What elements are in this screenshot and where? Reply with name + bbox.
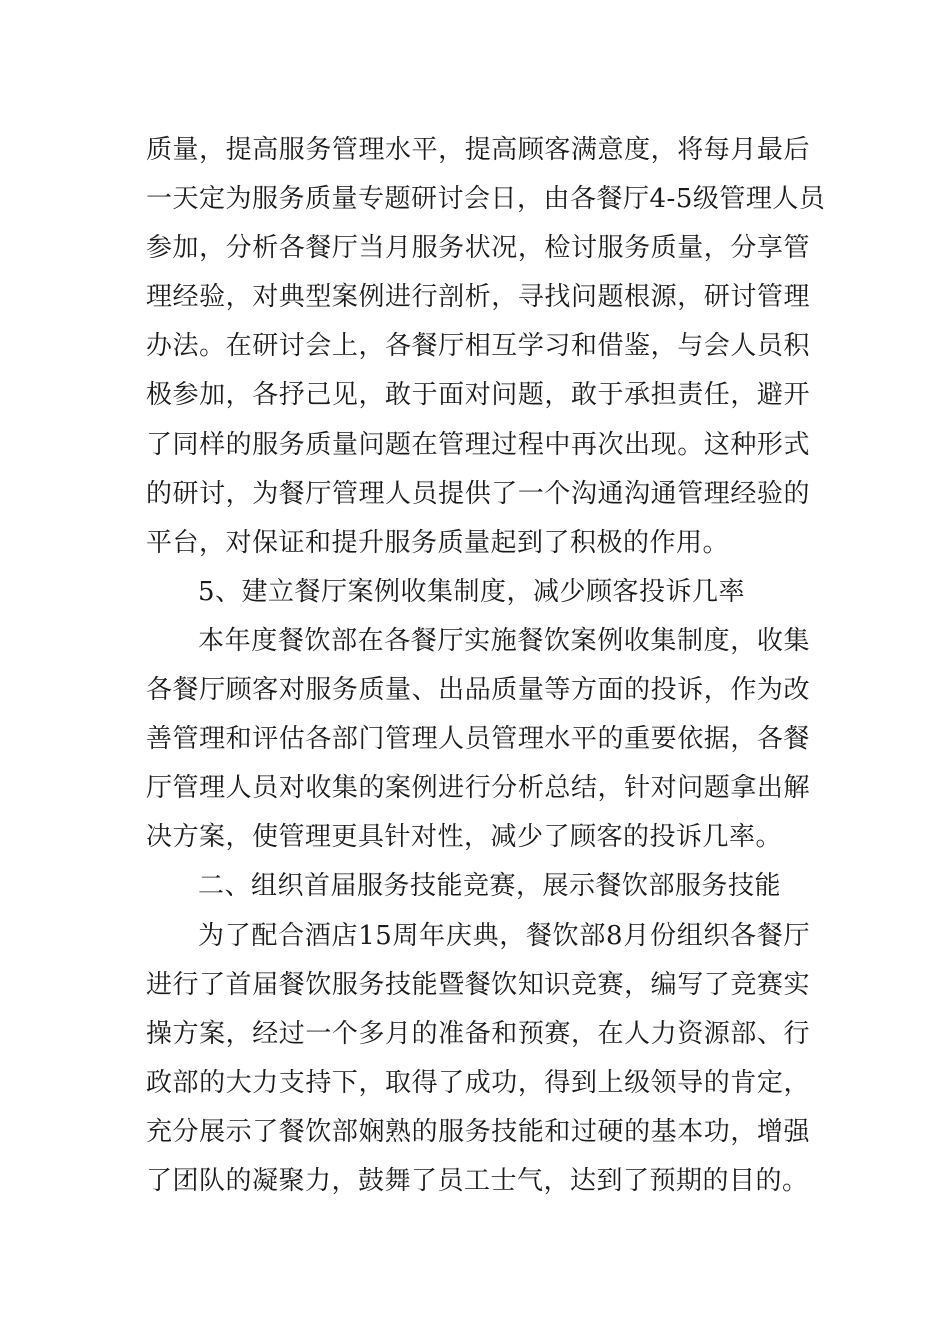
section-heading-2 bbox=[146, 862, 810, 911]
text-line: 平台，对保证和提升服务质量起到了积极的作用。 bbox=[146, 527, 730, 558]
text-line: 操方案，经过一个多月的准备和预赛，在人力资源部、行 bbox=[146, 1018, 810, 1049]
text-line: 各餐厅顾客对服务质量、出品质量等方面的投诉，作为改 bbox=[146, 675, 810, 706]
heading-text: 5、建立餐厅案例收集制度，减少顾客投诉几率 bbox=[198, 576, 746, 607]
text-line: 进行了首届餐饮服务技能暨餐饮知识竞赛，编写了竞赛实 bbox=[146, 969, 810, 1000]
text-line: 政部的大力支持下，取得了成功，得到上级领导的肯定， bbox=[146, 1067, 810, 1098]
text-line: 了团队的凝聚力，鼓舞了员工士气，达到了预期的目的。 bbox=[146, 1165, 809, 1196]
section-heading-5 bbox=[146, 568, 810, 617]
text-line: 质量，提高服务管理水平，提高顾客满意度，将每月最后 bbox=[146, 135, 810, 165]
paragraph-service-seminar bbox=[146, 126, 826, 568]
text-line: 本年度餐饮部在各餐厅实施餐饮案例收集制度，收集 bbox=[198, 625, 810, 656]
text-line: 决方案，使管理更具针对性，减少了顾客的投诉几率。 bbox=[146, 822, 783, 853]
paragraph-skills-competition bbox=[146, 912, 810, 1207]
text-line: 了同样的服务质量问题在管理过程中再次出现。这种形式 bbox=[146, 429, 810, 460]
text-line: 办法。在研讨会上，各餐厅相互学习和借鉴，与会人员积 bbox=[146, 331, 810, 362]
text-line: 为了配合酒店15周年庆典，餐饮部8月份组织各餐厅 bbox=[198, 920, 810, 951]
text-line: 厅管理人员对收集的案例进行分析总结，针对问题拿出解 bbox=[146, 773, 810, 804]
document-body bbox=[146, 126, 826, 1206]
text-line: 善管理和评估各部门管理人员管理水平的重要依据，各餐 bbox=[146, 724, 810, 755]
text-line: 参加，分析各餐厅当月服务状况，检讨服务质量，分享管 bbox=[146, 233, 810, 264]
text-line: 极参加，各抒己见，敢于面对问题，敢于承担责任，避开 bbox=[146, 380, 810, 411]
text-line: 一天定为服务质量专题研讨会日，由各餐厅4-5级管理人员 bbox=[146, 184, 826, 215]
text-line: 充分展示了餐饮部娴熟的服务技能和过硬的基本功，增强 bbox=[146, 1116, 810, 1147]
paragraph-case-collection bbox=[146, 617, 810, 862]
text-line: 理经验，对典型案例进行剖析，寻找问题根源，研讨管理 bbox=[146, 282, 810, 313]
text-line: 的研讨，为餐厅管理人员提供了一个沟通沟通管理经验的 bbox=[146, 478, 810, 509]
heading-text: 二、组织首届服务技能竞赛，展示餐饮部服务技能 bbox=[198, 871, 782, 902]
